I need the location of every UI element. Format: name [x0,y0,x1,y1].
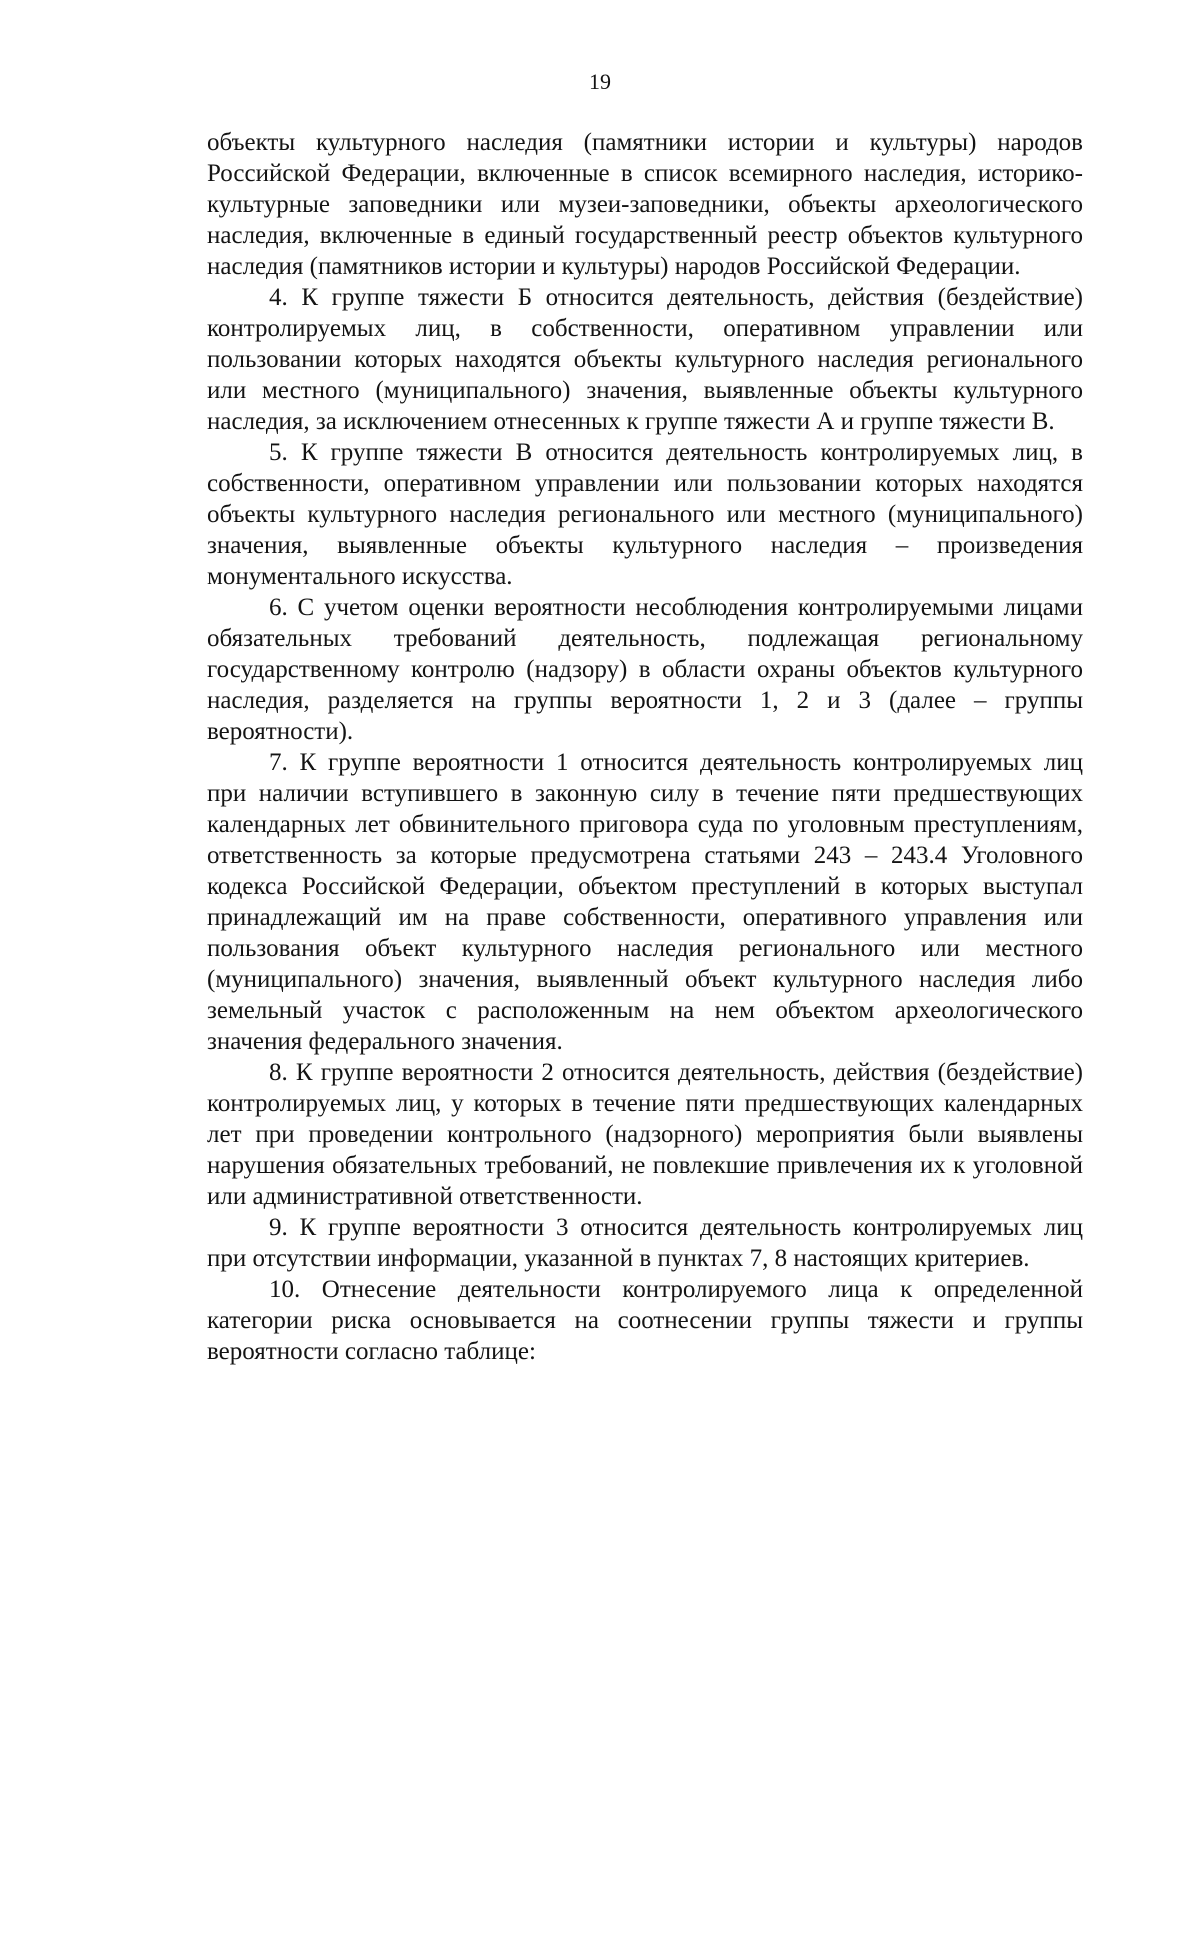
paragraph-item-4: 4. К группе тяжести Б относится деятельность, действия (бездействие) контролируемых лиц, в собственности, оперативном управлении или пользовании которых находятся объекты культурного наследия регионального или местного (муниципального) значения, выявленные объекты культурного наследия, за исключением отнесенных к группе тяжести А и группе тяжести В. [207,284,1083,435]
paragraph-item-7: 7. К группе вероятности 1 относится деятельность контролируемых лиц при наличии вступившего в законную силу в течение пяти предшествующих календарных лет обвинительного приговора суда по уголовным преступлениям, ответственность за которые предусмотрена статьями 243 – 243.4 Уголовного кодекса Российской Федерации, объектом преступлений в которых выступал принадлежащий им на праве собственности, оперативного управления или пользования объект культурного наследия регионального или местного (муниципального) значения, выявленный объект культурного наследия либо земельный участок с расположенным на нем объектом археологического значения федерального значения. [207,749,1083,1055]
paragraph-item-5: 5. К группе тяжести В относится деятельность контролируемых лиц, в собственности, оперативном управлении или пользовании которых находятся объекты культурного наследия регионального или местного (муниципального) значения, выявленные объекты культурного наследия – произведения монументального искусства. [207,439,1083,590]
paragraph-item-8: 8. К группе вероятности 2 относится деятельность, действия (бездействие) контролируемых лиц, у которых в течение пяти предшествующих календарных лет при проведении контрольного (надзорного) мероприятия были выявлены нарушения обязательных требований, не повлекшие привлечения их к уголовной или административной ответственности. [207,1059,1083,1210]
paragraph-continuation: объекты культурного наследия (памятники истории и культуры) народов Российской Федерации, включенные в список всемирного наследия, историко-культурные заповедники или музеи-заповедники, объекты археологического наследия, включенные в единый государственный реестр объектов культурного наследия (памятников истории и культуры) народов Российской Федерации. [207,129,1083,280]
paragraph-item-9: 9. К группе вероятности 3 относится деятельность контролируемых лиц при отсутствии информации, указанной в пунктах 7, 8 настоящих критериев. [207,1214,1083,1272]
document-body [207,127,1083,1367]
paragraph-item-10: 10. Отнесение деятельности контролируемого лица к определенной категории риска основывается на соотнесении группы тяжести и группы вероятности согласно таблице: [207,1276,1083,1365]
page-number: 19 [589,69,611,94]
paragraph-item-6: 6. С учетом оценки вероятности несоблюдения контролируемыми лицами обязательных требований деятельность, подлежащая региональному государственному контролю (надзору) в области охраны объектов культурного наследия, разделяется на группы вероятности 1, 2 и 3 (далее – группы вероятности). [207,594,1083,745]
